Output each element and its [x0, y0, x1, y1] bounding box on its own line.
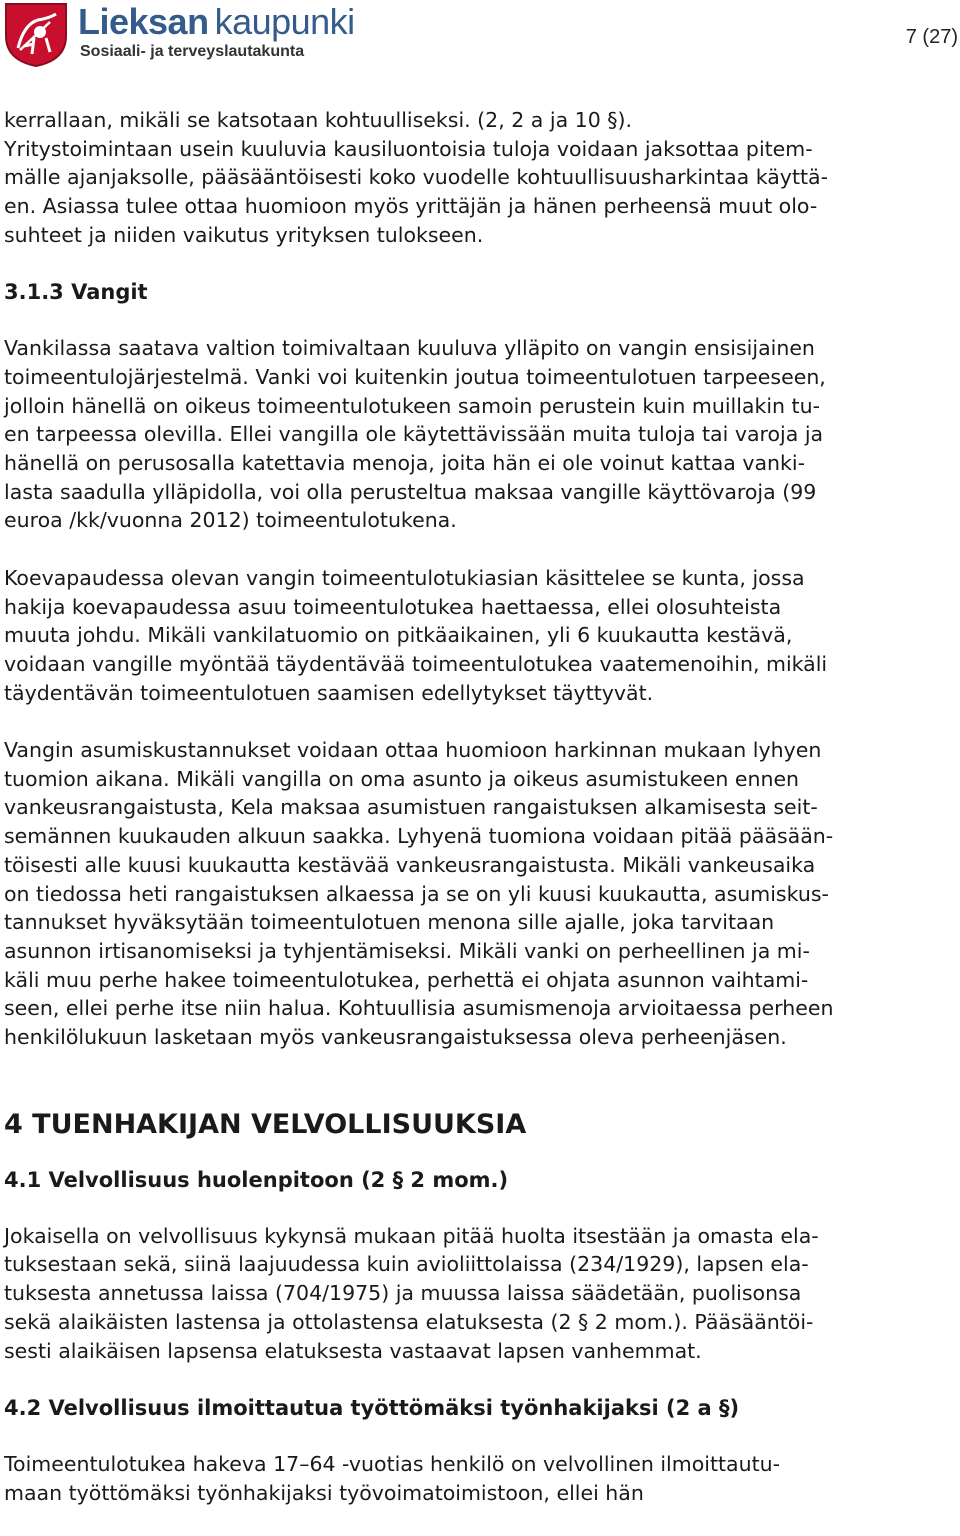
paragraph-duty-of-care: [4, 1222, 958, 1366]
brand-subtitle: Sosiaali- ja terveyslautakunta: [80, 43, 305, 60]
text-line: sesti alaikäisen lapsensa elatuksesta vastaavat lapsen vanhemmat.: [4, 1338, 702, 1363]
section-heading-4-1: 4.1 Velvollisuus huolenpitoon (2 § 2 mom.): [4, 1167, 509, 1192]
document-header: [0, 0, 960, 80]
text-line: seen, ellei perhe itse niin halua. Kohtuullisia asumismenoja arvioitaessa perheen: [4, 996, 834, 1021]
brand-block: [78, 2, 355, 62]
text-line: jolloin hänellä on oikeus toimeentulotukeen samoin perustein kuin muillakin tu-: [4, 393, 820, 418]
text-line: Koevapaudessa olevan vangin toimeentulotukiasian käsittelee se kunta, jossa: [4, 565, 805, 590]
text-line: käli muu perhe hakee toimeentulotukea, perhettä ei ohjata asunnon vaihtami-: [4, 967, 809, 992]
text-line: vankeusrangaistusta, Kela maksaa asumistuen rangaistuksen alkamisesta seit-: [4, 795, 818, 820]
brand-name-strong: Lieksan: [78, 1, 209, 42]
text-line: töisesti alle kuusi kuukautta kestävää vankeusrangaistusta. Mikäli vankeusaika: [4, 852, 816, 877]
text-line: en. Asiassa tulee ottaa huomioon myös yrittäjän ja hänen perheensä muut olo-: [4, 194, 818, 219]
text-line: tannukset hyväksytään toimeentulotuen menona sille ajalle, joka tarvitaan: [4, 910, 775, 935]
paragraph-job-seeker-registration: [4, 1450, 958, 1507]
page-number: 7 (27): [905, 26, 958, 48]
text-line: Vangin asumiskustannukset voidaan ottaa huomioon harkinnan mukaan lyhyen: [4, 738, 822, 763]
text-line: tuomion aikana. Mikäli vangilla on oma asunto ja oikeus asumistukeen ennen: [4, 766, 800, 791]
text-line: semännen kuukauden alkuun saakka. Lyhyenä tuomiona voidaan pitää pääsään-: [4, 824, 834, 849]
paragraph-income-periodization: [4, 106, 958, 250]
text-line: lasta saadulla ylläpidolla, voi olla perusteltua maksaa vangille käyttövaroja (99: [4, 479, 817, 504]
section-heading-4-2: 4.2 Velvollisuus ilmoittautua työttömäksi työnhakijaksi (2 a §): [4, 1395, 740, 1420]
text-line: voidaan vangille myöntää täydentävää toimeentulotukea vaatemenoihin, mikäli: [4, 651, 828, 676]
text-line: tuksesta annetussa laissa (704/1975) ja muussa laissa säädetään, puolisonsa: [4, 1281, 802, 1306]
text-line: mälle ajanjaksolle, pääsääntöisesti koko vuodelle kohtuullisuusharkintaa käyttä-: [4, 165, 828, 190]
text-line: Yritystoimintaan usein kuuluvia kausiluontoisia tuloja voidaan jaksottaa pitem-: [4, 136, 813, 161]
text-line: tuksestaan sekä, siinä laajuudessa kuin avioliittolaissa (234/1929), lapsen ela-: [4, 1252, 809, 1277]
text-line: maan työttömäksi työnhakijaksi työvoimatoimistoon, ellei hän: [4, 1480, 644, 1505]
text-line: toimeentulojärjestelmä. Vanki voi kuitenkin joutua toimeentulotuen tarpeeseen,: [4, 364, 826, 389]
document-body: [4, 106, 958, 1536]
section-heading-4: 4 TUENHAKIJAN VELVOLLISUUKSIA: [4, 1108, 527, 1140]
text-line: euroa /kk/vuonna 2012) toimeentulotukena.: [4, 508, 457, 533]
brand-name-light: kaupunki: [214, 1, 355, 42]
text-line: Vankilassa saatava valtion toimivaltaan kuuluva ylläpito on vangin ensisijainen: [4, 336, 815, 361]
text-line: on tiedossa heti rangaistuksen alkaessa ja se on yli kuusi kuukautta, asumiskus-: [4, 881, 829, 906]
paragraph-housing-costs: [4, 736, 958, 1052]
coat-of-arms-icon: [4, 2, 68, 68]
section-heading-3-1-3: 3.1.3 Vangit: [4, 280, 148, 305]
text-line: sekä alaikäisten lastensa ja ottolastensa elatuksesta (2 § 2 mom.). Pääsääntöi-: [4, 1309, 814, 1334]
brand-name: [78, 2, 355, 42]
paragraph-probation: [4, 564, 958, 708]
text-line: täydentävän toimeentulotuen saamisen edellytykset täyttyvät.: [4, 680, 654, 705]
text-line: Jokaisella on velvollisuus kykynsä mukaan pitää huolta itsestään ja omasta ela-: [4, 1223, 819, 1248]
paragraph-prisoners-upkeep: [4, 334, 958, 535]
text-line: hänellä on perusosalla katettavia menoja, joita hän ei ole voinut kattaa vanki-: [4, 451, 805, 476]
text-line: en tarpeessa olevilla. Ellei vangilla ole käytettävissään muita tuloja tai varoja ja: [4, 422, 824, 447]
text-line: kerrallaan, mikäli se katsotaan kohtuulliseksi. (2, 2 a ja 10 §).: [4, 108, 633, 132]
text-line: hakija koevapaudessa asuu toimeentulotukea haettaessa, ellei olosuhteista: [4, 594, 782, 619]
text-line: muuta johdu. Mikäli vankilatuomio on pitkäaikainen, yli 6 kuukautta kestävä,: [4, 623, 793, 648]
text-line: henkilölukuun lasketaan myös vankeusrangaistuksessa oleva perheenjäsen.: [4, 1025, 787, 1050]
text-line: suhteet ja niiden vaikutus yrityksen tulokseen.: [4, 222, 484, 247]
text-line: asunnon irtisanomiseksi ja tyhjentämiseksi. Mikäli vanki on perheellinen ja mi-: [4, 938, 810, 963]
text-line: Toimeentulotukea hakeva 17–64 -vuotias henkilö on velvollinen ilmoittautu-: [4, 1451, 780, 1476]
